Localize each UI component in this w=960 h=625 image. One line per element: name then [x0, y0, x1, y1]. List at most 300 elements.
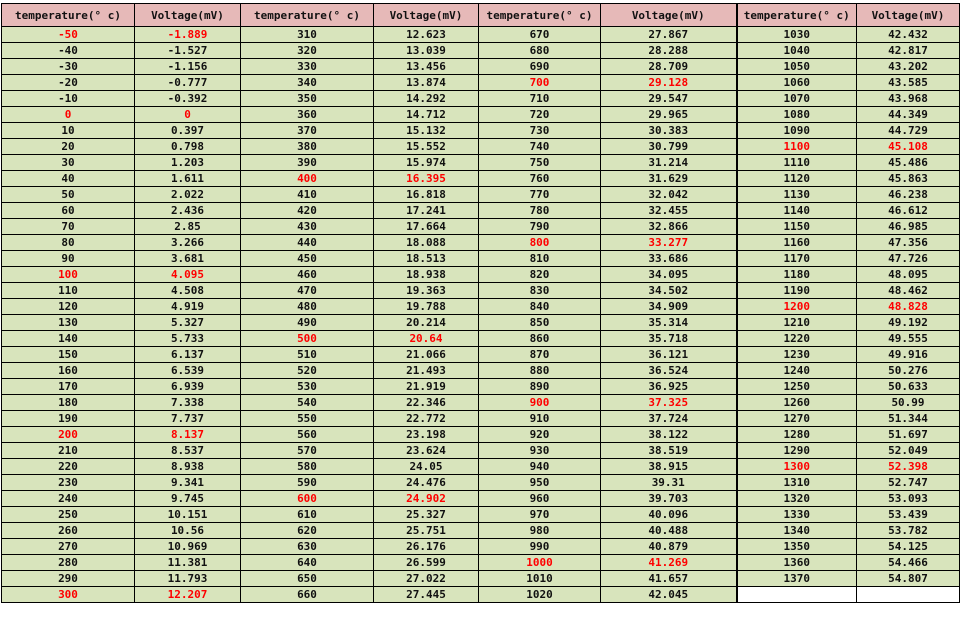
voltage-cell: 29.128 [601, 75, 737, 91]
voltage-cell: 13.456 [374, 59, 479, 75]
temperature-cell: 1100 [737, 139, 857, 155]
voltage-cell: 6.939 [135, 379, 241, 395]
temperature-cell: 1300 [737, 459, 857, 475]
temperature-cell: 910 [479, 411, 601, 427]
temperature-cell: 570 [241, 443, 374, 459]
column-header-voltage: Voltage(mV) [374, 4, 479, 27]
temperature-cell: 650 [241, 571, 374, 587]
voltage-cell: -1.156 [135, 59, 241, 75]
voltage-cell: 45.108 [857, 139, 960, 155]
temperature-cell: 460 [241, 267, 374, 283]
voltage-cell: 4.095 [135, 267, 241, 283]
voltage-cell: 42.432 [857, 27, 960, 43]
temperature-cell: 710 [479, 91, 601, 107]
voltage-cell: 2.436 [135, 203, 241, 219]
temperature-cell: 50 [2, 187, 135, 203]
voltage-cell: 32.455 [601, 203, 737, 219]
table-row [2, 235, 960, 251]
voltage-cell: 36.121 [601, 347, 737, 363]
voltage-cell: 39.703 [601, 491, 737, 507]
temperature-cell: 1090 [737, 123, 857, 139]
voltage-cell: 21.919 [374, 379, 479, 395]
voltage-cell: 27.867 [601, 27, 737, 43]
voltage-cell: 52.398 [857, 459, 960, 475]
temperature-cell: 1000 [479, 555, 601, 571]
voltage-cell: 31.629 [601, 171, 737, 187]
voltage-cell: 47.726 [857, 251, 960, 267]
voltage-cell: -1.889 [135, 27, 241, 43]
temperature-cell: 1310 [737, 475, 857, 491]
table-row [2, 587, 960, 603]
voltage-cell: 2.85 [135, 219, 241, 235]
voltage-cell: 50.276 [857, 363, 960, 379]
table-row [2, 523, 960, 539]
voltage-cell: 38.519 [601, 443, 737, 459]
voltage-cell: 28.288 [601, 43, 737, 59]
temperature-cell: 190 [2, 411, 135, 427]
column-header-voltage: Voltage(mV) [135, 4, 241, 27]
voltage-cell: 54.807 [857, 571, 960, 587]
temperature-cell: -50 [2, 27, 135, 43]
column-header-temperature: temperature(° c) [2, 4, 135, 27]
temperature-cell: 930 [479, 443, 601, 459]
table-row [2, 219, 960, 235]
temperature-cell: 200 [2, 427, 135, 443]
temperature-cell: 350 [241, 91, 374, 107]
temperature-cell: 700 [479, 75, 601, 91]
temperature-cell: 1360 [737, 555, 857, 571]
temperature-cell: 240 [2, 491, 135, 507]
temperature-cell: 210 [2, 443, 135, 459]
voltage-cell: 14.712 [374, 107, 479, 123]
temperature-cell: 1280 [737, 427, 857, 443]
table-row [2, 347, 960, 363]
temperature-cell: 450 [241, 251, 374, 267]
temperature-cell: 490 [241, 315, 374, 331]
temperature-cell: 310 [241, 27, 374, 43]
voltage-cell: 10.151 [135, 507, 241, 523]
table-row [2, 427, 960, 443]
temperature-cell: 1350 [737, 539, 857, 555]
temperature-cell: 1110 [737, 155, 857, 171]
table-row [2, 107, 960, 123]
voltage-cell: 4.919 [135, 299, 241, 315]
voltage-cell: 26.176 [374, 539, 479, 555]
voltage-cell: 18.938 [374, 267, 479, 283]
voltage-cell: 39.31 [601, 475, 737, 491]
voltage-cell: 24.476 [374, 475, 479, 491]
temperature-cell: 140 [2, 331, 135, 347]
table-row [2, 43, 960, 59]
voltage-cell: 0.798 [135, 139, 241, 155]
voltage-cell: 40.488 [601, 523, 737, 539]
table-row [2, 315, 960, 331]
temperature-cell: 1320 [737, 491, 857, 507]
table-row [2, 203, 960, 219]
voltage-cell: 33.277 [601, 235, 737, 251]
voltage-cell: 27.445 [374, 587, 479, 603]
temperature-cell: 290 [2, 571, 135, 587]
table-row [2, 555, 960, 571]
voltage-cell: 52.049 [857, 443, 960, 459]
temperature-cell: 1080 [737, 107, 857, 123]
column-header-voltage: Voltage(mV) [601, 4, 737, 27]
temperature-cell: 440 [241, 235, 374, 251]
temperature-cell: 370 [241, 123, 374, 139]
table-row [2, 411, 960, 427]
temperature-cell: 120 [2, 299, 135, 315]
table-row [2, 75, 960, 91]
voltage-cell: 11.381 [135, 555, 241, 571]
voltage-cell: 22.772 [374, 411, 479, 427]
temperature-cell: 100 [2, 267, 135, 283]
voltage-cell: 51.697 [857, 427, 960, 443]
voltage-cell: 25.327 [374, 507, 479, 523]
voltage-cell: 48.095 [857, 267, 960, 283]
temperature-cell: -40 [2, 43, 135, 59]
temperature-cell: 730 [479, 123, 601, 139]
temperature-cell: 420 [241, 203, 374, 219]
temperature-cell: 1270 [737, 411, 857, 427]
voltage-cell: 0 [135, 107, 241, 123]
temperature-cell: 1130 [737, 187, 857, 203]
temperature-cell: 740 [479, 139, 601, 155]
voltage-cell: 50.633 [857, 379, 960, 395]
temperature-cell: 30 [2, 155, 135, 171]
temperature-cell: 520 [241, 363, 374, 379]
table-row [2, 171, 960, 187]
voltage-cell: 48.828 [857, 299, 960, 315]
temperature-cell: 130 [2, 315, 135, 331]
voltage-cell: 13.874 [374, 75, 479, 91]
temperature-cell: 950 [479, 475, 601, 491]
temperature-cell: 840 [479, 299, 601, 315]
temperature-cell: 360 [241, 107, 374, 123]
voltage-cell: 13.039 [374, 43, 479, 59]
temperature-cell: 430 [241, 219, 374, 235]
voltage-cell: 41.269 [601, 555, 737, 571]
voltage-cell: 5.733 [135, 331, 241, 347]
voltage-cell: 46.985 [857, 219, 960, 235]
temperature-cell: 1240 [737, 363, 857, 379]
voltage-cell: 12.207 [135, 587, 241, 603]
voltage-cell: 49.916 [857, 347, 960, 363]
temperature-cell: 0 [2, 107, 135, 123]
voltage-cell: 18.088 [374, 235, 479, 251]
temperature-cell: 1140 [737, 203, 857, 219]
voltage-cell: 15.132 [374, 123, 479, 139]
voltage-cell: 44.349 [857, 107, 960, 123]
voltage-cell: 16.818 [374, 187, 479, 203]
temperature-cell: 1340 [737, 523, 857, 539]
table-row [2, 139, 960, 155]
temperature-cell: 1180 [737, 267, 857, 283]
temperature-cell: 150 [2, 347, 135, 363]
empty-cell [857, 587, 960, 603]
temperature-cell: 900 [479, 395, 601, 411]
voltage-cell: -0.392 [135, 91, 241, 107]
temperature-cell: 1220 [737, 331, 857, 347]
voltage-cell: 17.241 [374, 203, 479, 219]
voltage-cell: 24.902 [374, 491, 479, 507]
voltage-cell: 37.724 [601, 411, 737, 427]
table-row [2, 443, 960, 459]
temperature-cell: 90 [2, 251, 135, 267]
temperature-cell: 1330 [737, 507, 857, 523]
table-row [2, 475, 960, 491]
temperature-cell: -30 [2, 59, 135, 75]
voltage-cell: -0.777 [135, 75, 241, 91]
voltage-cell: 32.042 [601, 187, 737, 203]
temperature-cell: 550 [241, 411, 374, 427]
voltage-cell: 6.539 [135, 363, 241, 379]
thermocouple-table [1, 3, 960, 603]
voltage-cell: 15.552 [374, 139, 479, 155]
temperature-cell: 630 [241, 539, 374, 555]
table-row [2, 507, 960, 523]
voltage-cell: 3.681 [135, 251, 241, 267]
temperature-cell: 70 [2, 219, 135, 235]
voltage-cell: 10.56 [135, 523, 241, 539]
voltage-cell: 29.965 [601, 107, 737, 123]
table-row [2, 27, 960, 43]
temperature-cell: 940 [479, 459, 601, 475]
temperature-cell: 750 [479, 155, 601, 171]
temperature-cell: 770 [479, 187, 601, 203]
temperature-cell: 1250 [737, 379, 857, 395]
table-row [2, 267, 960, 283]
temperature-cell: 270 [2, 539, 135, 555]
table-body [2, 27, 960, 603]
temperature-cell: 330 [241, 59, 374, 75]
temperature-cell: 380 [241, 139, 374, 155]
voltage-cell: 53.782 [857, 523, 960, 539]
temperature-cell: 880 [479, 363, 601, 379]
temperature-cell: 1190 [737, 283, 857, 299]
voltage-cell: 8.938 [135, 459, 241, 475]
temperature-cell: 170 [2, 379, 135, 395]
voltage-cell: 17.664 [374, 219, 479, 235]
voltage-cell: 20.214 [374, 315, 479, 331]
voltage-cell: 0.397 [135, 123, 241, 139]
voltage-cell: 41.657 [601, 571, 737, 587]
column-header-temperature: temperature(° c) [737, 4, 857, 27]
voltage-cell: 19.788 [374, 299, 479, 315]
temperature-cell: 160 [2, 363, 135, 379]
voltage-cell: 42.817 [857, 43, 960, 59]
voltage-cell: 43.202 [857, 59, 960, 75]
table-row [2, 123, 960, 139]
temperature-cell: 220 [2, 459, 135, 475]
voltage-cell: 32.866 [601, 219, 737, 235]
temperature-cell: -20 [2, 75, 135, 91]
table-row [2, 539, 960, 555]
temperature-cell: 10 [2, 123, 135, 139]
temperature-cell: 920 [479, 427, 601, 443]
temperature-cell: 1120 [737, 171, 857, 187]
voltage-cell: 27.022 [374, 571, 479, 587]
voltage-cell: 24.05 [374, 459, 479, 475]
empty-cell [737, 587, 857, 603]
temperature-cell: 1050 [737, 59, 857, 75]
voltage-cell: 54.466 [857, 555, 960, 571]
voltage-cell: 36.524 [601, 363, 737, 379]
voltage-cell: 40.879 [601, 539, 737, 555]
voltage-cell: 49.555 [857, 331, 960, 347]
temperature-cell: 480 [241, 299, 374, 315]
voltage-cell: 46.238 [857, 187, 960, 203]
temperature-cell: 590 [241, 475, 374, 491]
voltage-cell: 38.122 [601, 427, 737, 443]
voltage-cell: 19.363 [374, 283, 479, 299]
voltage-cell: 23.198 [374, 427, 479, 443]
voltage-cell: 4.508 [135, 283, 241, 299]
voltage-cell: 14.292 [374, 91, 479, 107]
voltage-cell: 52.747 [857, 475, 960, 491]
voltage-cell: 28.709 [601, 59, 737, 75]
voltage-cell: 1.203 [135, 155, 241, 171]
temperature-cell: 800 [479, 235, 601, 251]
voltage-cell: 53.439 [857, 507, 960, 523]
table-row [2, 331, 960, 347]
temperature-cell: 970 [479, 507, 601, 523]
voltage-cell: 16.395 [374, 171, 479, 187]
temperature-cell: 300 [2, 587, 135, 603]
voltage-cell: 35.314 [601, 315, 737, 331]
voltage-cell: 40.096 [601, 507, 737, 523]
temperature-cell: 830 [479, 283, 601, 299]
temperature-cell: 720 [479, 107, 601, 123]
table-row [2, 299, 960, 315]
voltage-cell: 7.338 [135, 395, 241, 411]
table-row [2, 491, 960, 507]
voltage-cell: 20.64 [374, 331, 479, 347]
voltage-cell: 2.022 [135, 187, 241, 203]
voltage-cell: 45.863 [857, 171, 960, 187]
voltage-cell: 30.799 [601, 139, 737, 155]
voltage-cell: 8.537 [135, 443, 241, 459]
temperature-cell: 20 [2, 139, 135, 155]
table-row [2, 91, 960, 107]
temperature-cell: 1040 [737, 43, 857, 59]
temperature-cell: 260 [2, 523, 135, 539]
table-row [2, 395, 960, 411]
voltage-cell: 36.925 [601, 379, 737, 395]
table-header [2, 4, 960, 27]
voltage-cell: 9.341 [135, 475, 241, 491]
voltage-cell: 9.745 [135, 491, 241, 507]
voltage-cell: 5.327 [135, 315, 241, 331]
voltage-cell: 34.502 [601, 283, 737, 299]
temperature-cell: 410 [241, 187, 374, 203]
voltage-cell: 21.066 [374, 347, 479, 363]
temperature-cell: 1230 [737, 347, 857, 363]
temperature-cell: 390 [241, 155, 374, 171]
temperature-cell: 780 [479, 203, 601, 219]
temperature-cell: 660 [241, 587, 374, 603]
temperature-cell: 1010 [479, 571, 601, 587]
voltage-cell: 31.214 [601, 155, 737, 171]
temperature-cell: 580 [241, 459, 374, 475]
temperature-cell: 790 [479, 219, 601, 235]
temperature-cell: 110 [2, 283, 135, 299]
temperature-cell: 820 [479, 267, 601, 283]
table-row [2, 571, 960, 587]
voltage-cell: 54.125 [857, 539, 960, 555]
table-row [2, 59, 960, 75]
table-row [2, 283, 960, 299]
voltage-cell: 38.915 [601, 459, 737, 475]
temperature-cell: 990 [479, 539, 601, 555]
temperature-cell: 850 [479, 315, 601, 331]
temperature-cell: 80 [2, 235, 135, 251]
temperature-cell: 1290 [737, 443, 857, 459]
temperature-cell: 980 [479, 523, 601, 539]
voltage-cell: 10.969 [135, 539, 241, 555]
header-row [2, 4, 960, 27]
temperature-cell: 600 [241, 491, 374, 507]
temperature-cell: 500 [241, 331, 374, 347]
temperature-cell: 620 [241, 523, 374, 539]
voltage-cell: 25.751 [374, 523, 479, 539]
voltage-cell: 11.793 [135, 571, 241, 587]
voltage-cell: 21.493 [374, 363, 479, 379]
temperature-cell: 870 [479, 347, 601, 363]
temperature-cell: 810 [479, 251, 601, 267]
voltage-cell: 15.974 [374, 155, 479, 171]
column-header-temperature: temperature(° c) [479, 4, 601, 27]
temperature-cell: 400 [241, 171, 374, 187]
temperature-cell: 1370 [737, 571, 857, 587]
voltage-cell: 53.093 [857, 491, 960, 507]
temperature-cell: 1260 [737, 395, 857, 411]
voltage-cell: 43.968 [857, 91, 960, 107]
table-row [2, 155, 960, 171]
temperature-cell: 1070 [737, 91, 857, 107]
column-header-temperature: temperature(° c) [241, 4, 374, 27]
temperature-cell: 1160 [737, 235, 857, 251]
voltage-cell: 44.729 [857, 123, 960, 139]
temperature-cell: 540 [241, 395, 374, 411]
temperature-cell: 530 [241, 379, 374, 395]
voltage-cell: 22.346 [374, 395, 479, 411]
temperature-cell: 60 [2, 203, 135, 219]
table-row [2, 459, 960, 475]
voltage-cell: 35.718 [601, 331, 737, 347]
voltage-cell: 23.624 [374, 443, 479, 459]
voltage-cell: 48.462 [857, 283, 960, 299]
temperature-cell: 670 [479, 27, 601, 43]
voltage-cell: 1.611 [135, 171, 241, 187]
voltage-cell: 51.344 [857, 411, 960, 427]
table-row [2, 187, 960, 203]
temperature-cell: 250 [2, 507, 135, 523]
temperature-cell: 560 [241, 427, 374, 443]
table-row [2, 363, 960, 379]
temperature-cell: 1150 [737, 219, 857, 235]
column-header-voltage: Voltage(mV) [857, 4, 960, 27]
temperature-cell: 340 [241, 75, 374, 91]
temperature-cell: 1020 [479, 587, 601, 603]
temperature-cell: 180 [2, 395, 135, 411]
voltage-cell: 42.045 [601, 587, 737, 603]
temperature-cell: 1170 [737, 251, 857, 267]
voltage-cell: 30.383 [601, 123, 737, 139]
voltage-cell: 47.356 [857, 235, 960, 251]
temperature-cell: 860 [479, 331, 601, 347]
voltage-cell: 43.585 [857, 75, 960, 91]
temperature-cell: 680 [479, 43, 601, 59]
